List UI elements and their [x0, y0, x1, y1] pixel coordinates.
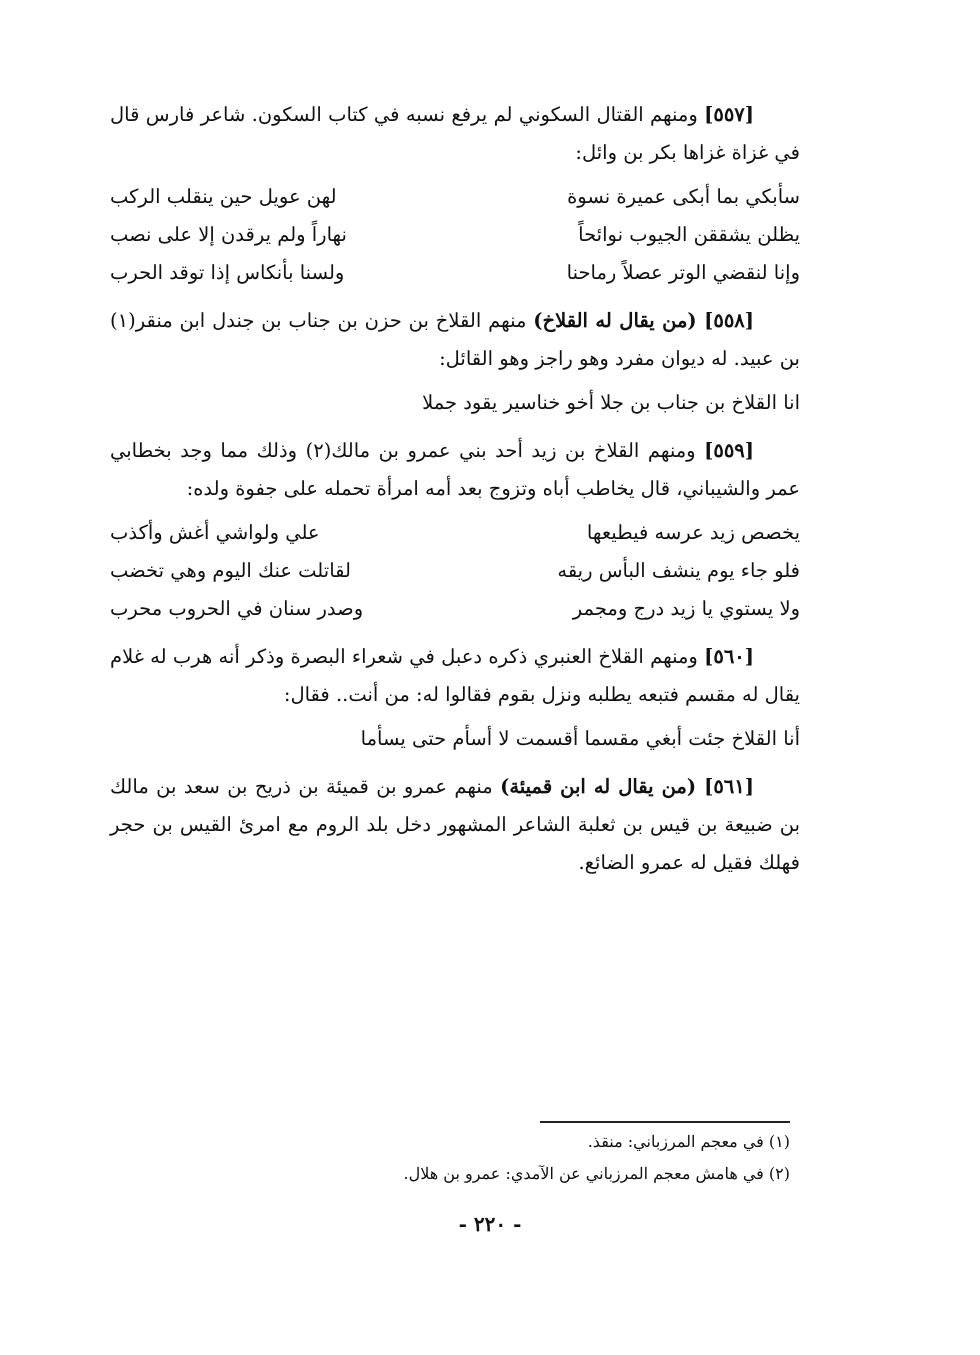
entry-number: [٥٦١]: [704, 775, 754, 798]
page-body: [110, 96, 800, 888]
hemistich-second: لهن عويل حين ينقلب الركب: [110, 185, 337, 208]
entry-559: [110, 432, 800, 508]
hemistich-first: فلو جاء يوم ينشف البأس ريقه: [557, 559, 800, 582]
entry-heading: (من يقال له القلاخ): [533, 309, 705, 332]
entry-number: [٥٥٨]: [704, 309, 755, 332]
entry-text: ومنهم القلاخ بن زيد أحد بني عمرو بن مالك(٢) وذلك مما وجد بخطابي عمر والشيباني، قال يخاطب أباه وتزوج بعد أمه امرأة تحمله على جفوة ولده:: [110, 439, 800, 500]
hemistich-first: ولا يستوي يا زيد درج ومجمر: [572, 597, 800, 620]
entry-text: منهم القلاخ بن حزن بن جناب بن جندل ابن منقر(١) بن عبيد. له ديوان مفرد وهو راجز وهو القائل:: [110, 309, 800, 370]
footnote-1: (١) في معجم المرزباني: منقذ.: [587, 1132, 790, 1151]
hemistich-second: نهاراً ولم يرقدن إلا على نصب: [110, 223, 347, 246]
hemistich-first: يظلن يشققن الجيوب نوائحاً: [578, 223, 800, 246]
poem-560: أنا القلاخ جئت أبغي مقسما أقسمت لا أسأم حتى يسأما: [360, 727, 800, 750]
verse-line: [110, 216, 800, 254]
hemistich-first: يخصص زيد عرسه فيطيعها: [586, 521, 800, 544]
entry-number: [٥٥٧]: [704, 103, 754, 126]
poem-558: انا القلاخ بن جناب بن جلا أخو خناسير يقود جملا: [422, 391, 800, 414]
verse-line: [110, 178, 800, 216]
footnotes: [300, 1126, 790, 1190]
poem-559: [110, 514, 800, 628]
entry-561: [110, 768, 800, 882]
footnote-divider: [540, 1121, 790, 1123]
entry-text: ومنهم القلاخ العنبري ذكره دعبل في شعراء البصرة وذكر أنه هرب له غلام يقال له مقسم فتبعه يطلبه ونزل بقوم فقالوا له: من أنت.. فقال:: [110, 645, 800, 706]
entry-text: ومنهم القتال السكوني لم يرفع نسبه في كتاب السكون. شاعر فارس قال في غزاة غزاها بكر بن وائل:: [110, 103, 800, 164]
page-number: - ٢٢٠ -: [458, 1212, 522, 1236]
entry-560: [110, 638, 800, 714]
hemistich-first: وإنا لنقضي الوتر عصلاً رماحنا: [566, 261, 800, 284]
entry-558: [110, 302, 800, 378]
poem-557: [110, 178, 800, 292]
verse-line: [110, 514, 800, 552]
entry-557: [110, 96, 800, 172]
entry-text: منهم عمرو بن قميئة بن ذريح بن سعد بن مالك بن ضبيعة بن قيس بن ثعلبة الشاعر المشهور دخل بلد الروم مع امرئ القيس بن حجر فهلك فقيل له عمرو الضائع.: [110, 775, 800, 874]
hemistich-second: لقاتلت عنك اليوم وهي تخضب: [110, 559, 351, 582]
footnote-2: (٢) في هامش معجم المرزباني عن الآمدي: عمرو بن هلال.: [403, 1164, 790, 1183]
verse-line: [110, 552, 800, 590]
hemistich-first: سأبكي بما أبكى عميرة نسوة: [567, 185, 800, 208]
verse-line: [110, 254, 800, 292]
entry-number: [٥٦٠]: [704, 645, 754, 668]
hemistich-second: ولسنا بأنكاس إذا توقد الحرب: [110, 261, 345, 284]
hemistich-second: علي ولواشي أغش وأكذب: [110, 521, 320, 544]
hemistich-second: وصدر سنان في الحروب محرب: [110, 597, 364, 620]
verse-line: [110, 590, 800, 628]
entry-number: [٥٥٩]: [704, 439, 754, 462]
entry-heading: (من يقال له ابن قميئة): [500, 775, 705, 798]
